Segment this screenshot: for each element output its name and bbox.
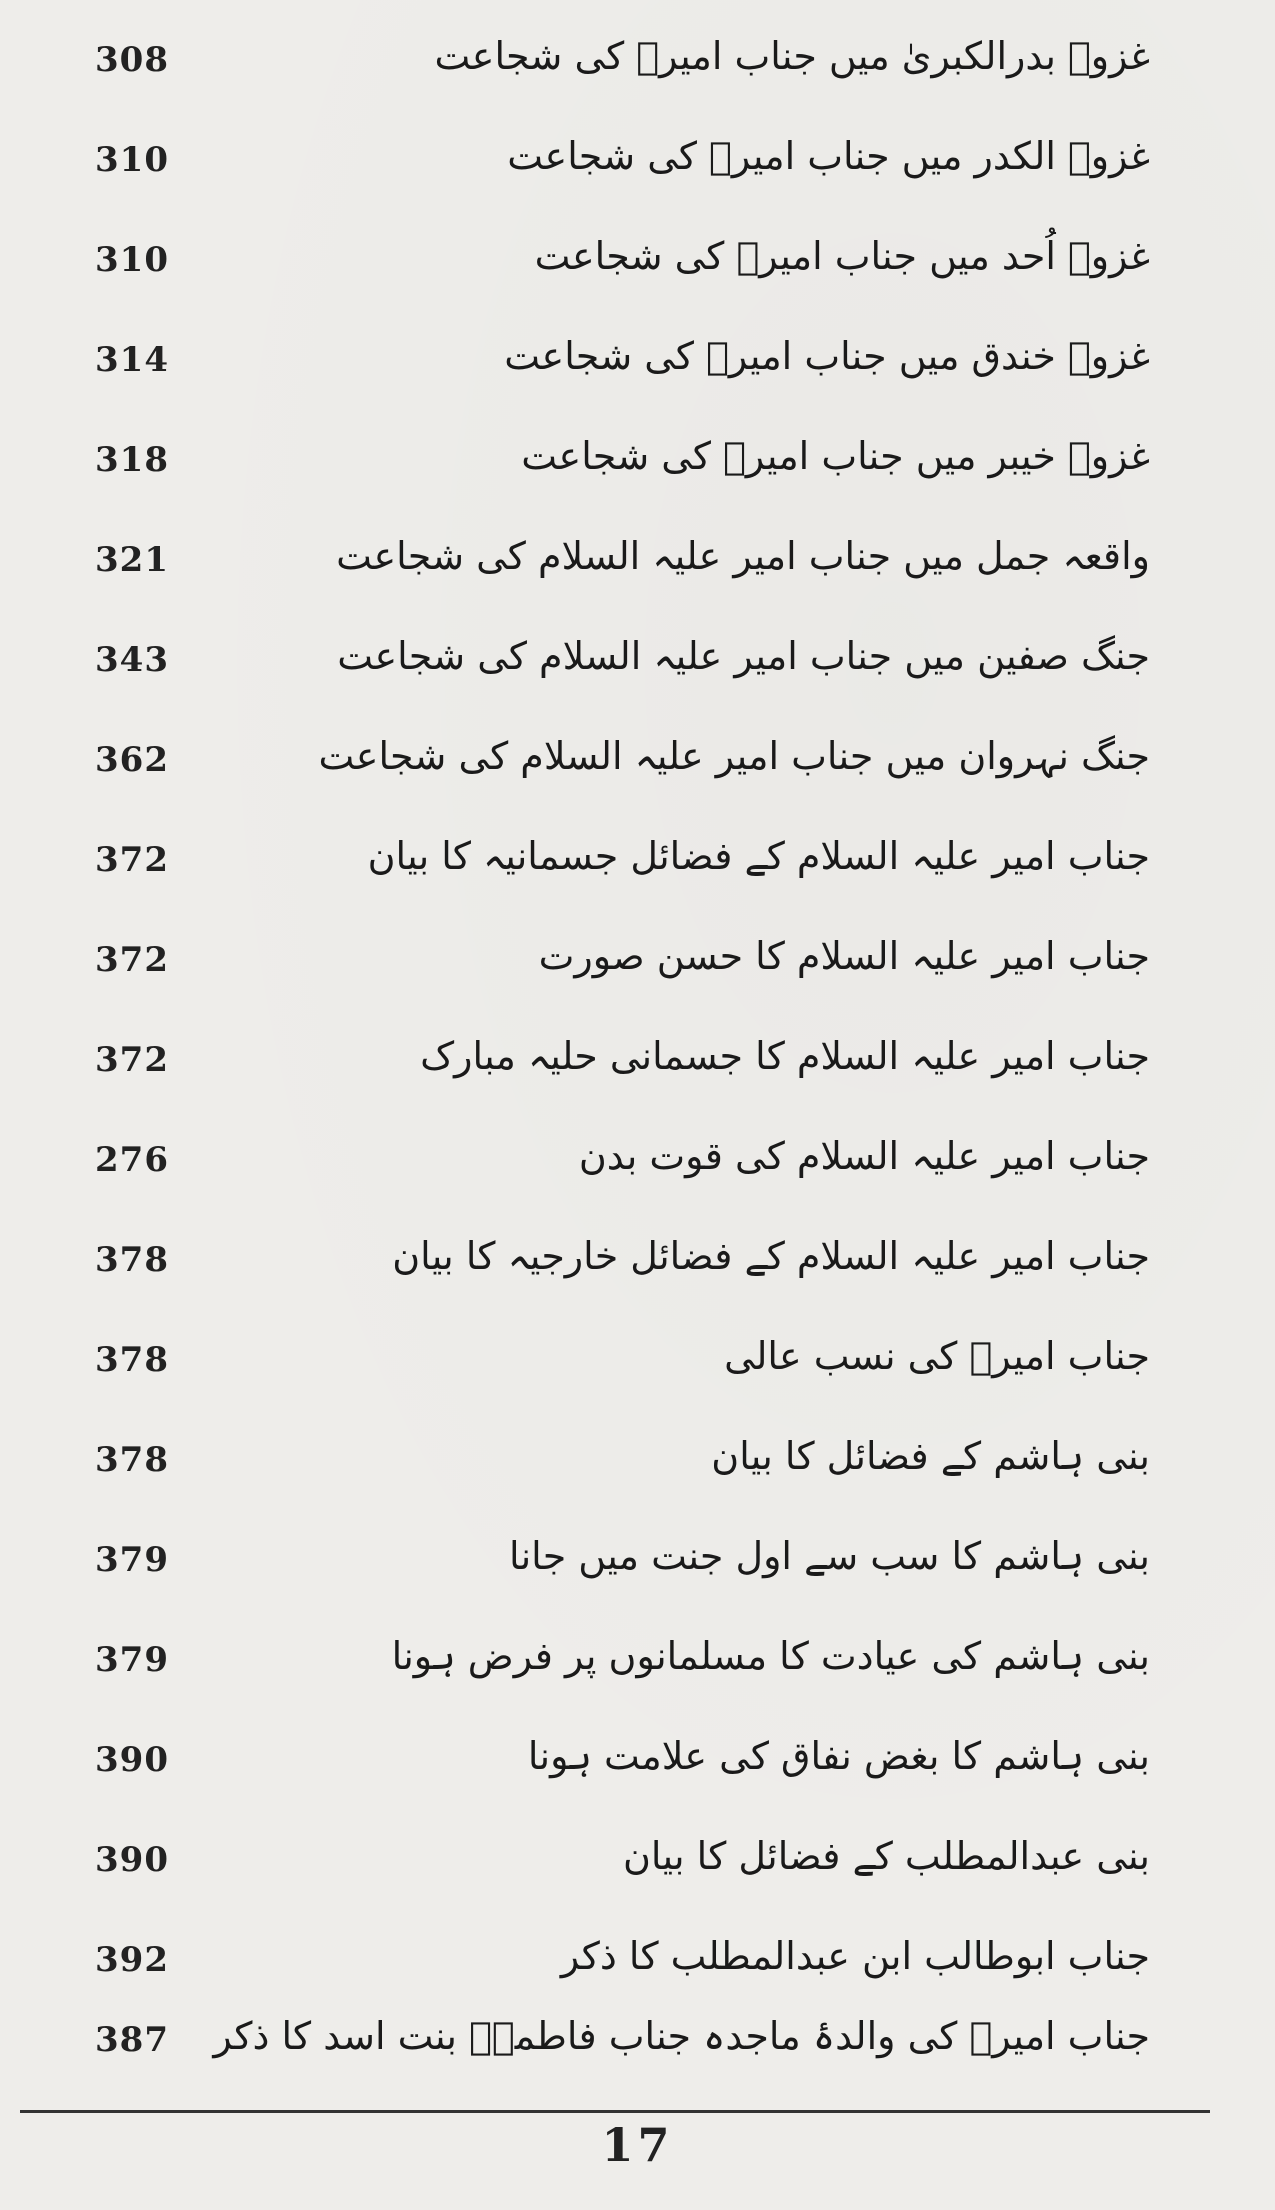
toc-entry [0,1520,1275,1620]
toc-entry [0,720,1275,820]
toc-entry-title: جناب امیرؑ کی نسب عالی [724,1334,1150,1378]
toc-entry [0,820,1275,920]
toc-page-number: 390 [95,1840,169,1880]
toc-entry [0,1420,1275,1520]
page-number: 17 [601,2118,674,2172]
toc-entry [0,1720,1275,1820]
toc-entry [0,920,1275,1020]
toc-page-number: 378 [95,1340,169,1380]
toc-entry [0,1620,1275,1720]
toc-entry-title: جنگ صفین میں جناب امیر علیہ السلام کی شجاعت [337,634,1150,678]
toc-entry [0,1120,1275,1220]
toc-entry [0,20,1275,120]
toc-page-number: 310 [95,240,169,280]
toc-entry-title: غزوۂ خندق میں جناب امیرؑ کی شجاعت [504,334,1150,378]
toc-entry-title: جناب امیر علیہ السلام کا حسن صورت [538,934,1150,978]
toc-entry-title: غزوۃ الکدر میں جناب امیرؑ کی شجاعت [507,134,1150,178]
toc-entry [0,1220,1275,1320]
toc-entry [0,520,1275,620]
toc-entry-title: بنی ہاشم کے فضائل کا بیان [711,1434,1150,1478]
toc-entry-title: بنی ہاشم کی عیادت کا مسلمانوں پر فرض ہونا [391,1634,1150,1678]
toc-entry [0,220,1275,320]
toc-page-number: 310 [95,140,169,180]
toc-page-number: 362 [95,740,169,780]
toc-entry-title: جنگ نہروان میں جناب امیر علیہ السلام کی شجاعت [318,734,1150,778]
toc-entry-title: جناب امیر علیہ السلام کے فضائل جسمانیہ کا بیان [367,834,1150,878]
toc-page-number: 343 [95,640,169,680]
toc-entry [0,120,1275,220]
toc-entry-title: غزوۂ خیبر میں جناب امیرؑ کی شجاعت [521,434,1150,478]
toc-entry [0,420,1275,520]
toc-page-number: 276 [95,1140,169,1180]
toc-page-number: 379 [95,1640,169,1680]
toc-page-number: 378 [95,1440,169,1480]
toc-entry-title: بنی ہاشم کا سب سے اول جنت میں جانا [508,1534,1150,1578]
toc-page-number: 390 [95,1740,169,1780]
toc-entry [0,320,1275,420]
toc-page-number: 387 [95,2020,169,2060]
toc-entry-title: جناب امیرؑ کی والدۂ ماجدہ جناب فاطمہؑ بنت اسد کا ذکر [213,2014,1150,2058]
toc-entry-title: جناب ابوطالب ابن عبدالمطلب کا ذکر [560,1934,1150,1978]
toc-page-number: 318 [95,440,169,480]
toc-entry-title: غزوۂ اُحد میں جناب امیرؑ کی شجاعت [534,234,1150,278]
toc-page-number: 372 [95,840,169,880]
toc-entry-title: غزوۂ بدرالکبریٰ میں جناب امیرؑ کی شجاعت [434,34,1150,78]
toc-entry-title: جناب امیر علیہ السلام کے فضائل خارجیہ کا بیان [392,1234,1150,1278]
toc-page-number: 378 [95,1240,169,1280]
toc-entry-title: جناب امیر علیہ السلام کی قوت بدن [578,1134,1150,1178]
toc-entry-title: بنی ہاشم کا بغض نفاق کی علامت ہونا [527,1734,1150,1778]
toc-entry [0,2000,1275,2100]
toc-entry [0,1020,1275,1120]
toc-entry-title: بنی عبدالمطلب کے فضائل کا بیان [623,1834,1150,1878]
toc-entry-title: جناب امیر علیہ السلام کا جسمانی حلیہ مبارک [420,1034,1150,1078]
toc-page-number: 308 [95,40,169,80]
toc-page-number: 392 [95,1940,169,1980]
toc-entry [0,1320,1275,1420]
toc-page-number: 379 [95,1540,169,1580]
footer-divider [20,2110,1210,2113]
toc-page-number: 372 [95,1040,169,1080]
toc-page-number: 372 [95,940,169,980]
toc-page-number: 314 [95,340,169,380]
toc-entry [0,1820,1275,1920]
toc-page-number: 321 [95,540,169,580]
toc-entry [0,620,1275,720]
toc-entry-title: واقعہ جمل میں جناب امیر علیہ السلام کی شجاعت [336,534,1150,578]
